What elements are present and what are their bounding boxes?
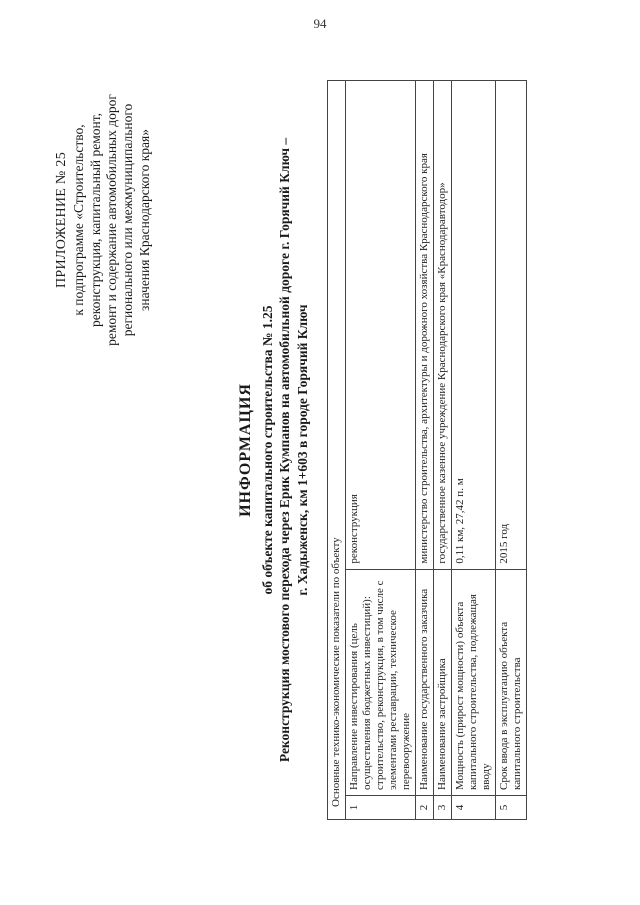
row-label: Мощность (прирост мощности) объекта капитального строительства, подлежащая вводу — [451, 569, 495, 795]
indicators-table — [327, 80, 527, 820]
table-row — [415, 81, 433, 820]
row-value: государственное казенное учреждение Краснодарского края «Краснодаравтодор» — [433, 81, 451, 570]
appendix-block — [53, 70, 153, 370]
row-number: 2 — [415, 795, 433, 819]
heading-object-name: Реконструкция мостового перехода через Ерик Кумпанов на автомобильной дороге г. Горячий Ключ – — [277, 137, 293, 763]
appendix-title: ПРИЛОЖЕНИЕ № 25 — [54, 152, 69, 288]
heading-object-location: г. Хадыженск, км 1+603 в городе Горячий Ключ — [294, 304, 310, 596]
heading-title: ИНФОРМАЦИЯ — [237, 383, 254, 517]
row-number: 4 — [451, 795, 495, 819]
page-number: 94 — [313, 16, 327, 31]
appendix-line: ремонт и содержание автомобильных дорог — [104, 94, 120, 346]
appendix-line: к подпрограмме «Строительство, — [71, 124, 87, 316]
table-row — [451, 81, 495, 820]
appendix-line: реконструкция, капитальный ремонт, — [87, 112, 103, 328]
appendix-line: регионального или межмуниципального — [120, 103, 136, 337]
rotated-document-sheet — [45, 50, 605, 850]
row-number: 3 — [433, 795, 451, 819]
row-number: 1 — [345, 795, 415, 819]
appendix-line: значения Краснодарского края» — [136, 129, 152, 311]
row-value: реконструкция — [345, 81, 415, 570]
heading-subtitle: об объекте капитального строительства № 1.25 — [260, 305, 275, 595]
row-label: Наименование государственного заказчика — [415, 569, 433, 795]
row-value: министерство строительства, архитектуры и дорожного хозяйства Краснодарского края — [415, 81, 433, 570]
table-header: Основные технико-экономические показатели по объекту — [328, 81, 346, 820]
row-label: Направление инвестирования (цель осуществления бюджетных инвестиций): строительство, реконструкция, в том числе с элементами реставрации, техническое перевооружение — [345, 569, 415, 795]
row-number: 5 — [495, 795, 526, 819]
row-label: Наименование застройщика — [433, 569, 451, 795]
table-row — [495, 81, 526, 820]
row-value: 2015 год — [495, 81, 526, 570]
document-heading — [237, 50, 311, 850]
row-value: 0,11 км, 27,42 п. м — [451, 81, 495, 570]
table-header-row — [328, 81, 346, 820]
table-row — [345, 81, 415, 820]
table-row — [433, 81, 451, 820]
row-label: Срок ввода в эксплуатацию объекта капитального строительства — [495, 569, 526, 795]
